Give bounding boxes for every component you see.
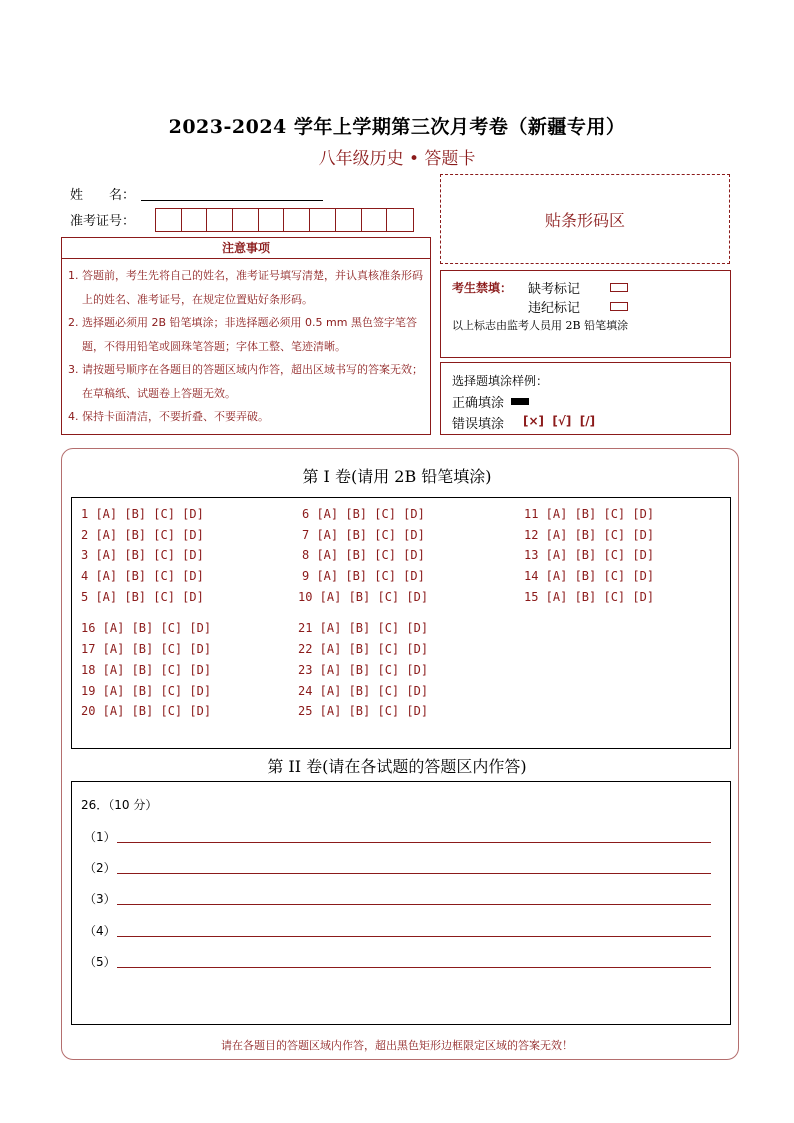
- page-subtitle: 八年级历史 • 答题卡: [318, 149, 476, 169]
- choice-question[interactable]: 23 [A] [B] [C] [D]: [298, 663, 429, 677]
- choice-question[interactable]: 1 [A] [B] [C] [D]: [81, 507, 204, 521]
- examiner-only-box: [440, 270, 731, 358]
- choice-question[interactable]: 19 [A] [B] [C] [D]: [81, 684, 212, 698]
- choice-question[interactable]: 13 [A] [B] [C] [D]: [524, 548, 655, 562]
- choice-question[interactable]: 12 [A] [B] [C] [D]: [524, 528, 655, 542]
- choice-question[interactable]: 8 [A] [B] [C] [D]: [302, 548, 425, 562]
- sample-title: 选择题填涂样例：: [452, 374, 549, 388]
- part-label: （4）: [84, 924, 116, 938]
- id-digit-box[interactable]: [362, 209, 388, 231]
- id-digit-box[interactable]: [259, 209, 285, 231]
- notice-item: 4. 保持卡面清洁，不要折叠、不要弄破。: [68, 410, 269, 423]
- choice-question[interactable]: 3 [A] [B] [C] [D]: [81, 548, 204, 562]
- id-number-boxes[interactable]: [155, 208, 414, 232]
- ban-note: 以上标志由监考人员用 2B 铅笔填涂: [452, 319, 629, 332]
- choice-question[interactable]: 24 [A] [B] [C] [D]: [298, 684, 429, 698]
- choice-question[interactable]: 7 [A] [B] [C] [D]: [302, 528, 425, 542]
- part-label: （5）: [84, 955, 116, 969]
- ban-label: 考生禁填：: [452, 281, 513, 295]
- notice-item: 3. 请按题号顺序在各题目的答题区域内作答，超出区域书写的答案无效；在草稿纸、试题卷上答题无效。: [68, 363, 423, 400]
- absent-mark-label: 缺考标记: [528, 282, 581, 297]
- id-digit-box[interactable]: [284, 209, 310, 231]
- notice-item: 1. 答题前，考生先将自己的姓名，准考证号填写清楚，并认真核准条形码上的姓名、准考证号，在规定位置贴好条形码。: [68, 269, 423, 306]
- notice-item: 2. 选择题必须用 2B 铅笔填涂；非选择题必须用 0.5 mm 黑色签字笔答题，不得用铅笔或圆珠笔答题；字体工整、笔迹清晰。: [68, 316, 417, 353]
- correct-fill-example: [511, 398, 529, 405]
- id-digit-box[interactable]: [233, 209, 259, 231]
- choice-question[interactable]: 9 [A] [B] [C] [D]: [302, 569, 425, 583]
- id-digit-box[interactable]: [207, 209, 233, 231]
- barcode-area: [440, 174, 730, 264]
- choice-question[interactable]: 16 [A] [B] [C] [D]: [81, 621, 212, 635]
- violation-mark-box[interactable]: [610, 302, 628, 311]
- violation-mark-label: 违纪标记: [528, 301, 581, 316]
- id-digit-box[interactable]: [310, 209, 336, 231]
- choice-question[interactable]: 6 [A] [B] [C] [D]: [302, 507, 425, 521]
- id-digit-box[interactable]: [387, 209, 413, 231]
- id-digit-box[interactable]: [182, 209, 208, 231]
- fill-sample-box: [440, 362, 731, 435]
- choice-question[interactable]: 5 [A] [B] [C] [D]: [81, 590, 204, 604]
- choice-question[interactable]: 22 [A] [B] [C] [D]: [298, 642, 429, 656]
- answer-line[interactable]: [117, 967, 711, 968]
- page-title: 2023-2024 学年上学期第三次月考卷（新疆专用）: [168, 116, 626, 138]
- id-digit-box[interactable]: [156, 209, 182, 231]
- id-digit-box[interactable]: [336, 209, 362, 231]
- answer-line[interactable]: [117, 904, 711, 905]
- question-26-label: 26．（10 分）: [81, 798, 158, 812]
- written-answer-area: [71, 781, 731, 1025]
- answer-line[interactable]: [117, 842, 711, 843]
- name-field[interactable]: [141, 200, 323, 201]
- absent-mark-box[interactable]: [610, 283, 628, 292]
- choice-question[interactable]: 11 [A] [B] [C] [D]: [524, 507, 655, 521]
- answer-line[interactable]: [117, 873, 711, 874]
- wrong-fill-examples: [×] [√] [/]: [523, 414, 596, 428]
- choice-question[interactable]: 2 [A] [B] [C] [D]: [81, 528, 204, 542]
- choice-question[interactable]: 25 [A] [B] [C] [D]: [298, 704, 429, 718]
- choice-question[interactable]: 17 [A] [B] [C] [D]: [81, 642, 212, 656]
- choice-question[interactable]: 10 [A] [B] [C] [D]: [298, 590, 429, 604]
- choice-question[interactable]: 4 [A] [B] [C] [D]: [81, 569, 204, 583]
- correct-fill-label: 正确填涂: [452, 396, 505, 411]
- section2-title: 第 II 卷(请在各试题的答题区内作答): [267, 757, 527, 776]
- name-label: 姓 名：: [70, 188, 136, 203]
- notice-heading: 注意事项: [61, 237, 431, 259]
- id-label: 准考证号：: [70, 214, 136, 229]
- wrong-fill-label: 错误填涂: [452, 417, 505, 432]
- answer-line[interactable]: [117, 936, 711, 937]
- part-label: （2）: [84, 861, 116, 875]
- barcode-label: 贴条形码区: [544, 210, 625, 230]
- section1-title: 第 I 卷(请用 2B 铅笔填涂): [302, 467, 492, 486]
- choice-question[interactable]: 21 [A] [B] [C] [D]: [298, 621, 429, 635]
- choice-question[interactable]: 15 [A] [B] [C] [D]: [524, 590, 655, 604]
- part-label: （1）: [84, 830, 116, 844]
- notice-list: [61, 259, 431, 435]
- choice-question[interactable]: 20 [A] [B] [C] [D]: [81, 704, 212, 718]
- choice-question[interactable]: 14 [A] [B] [C] [D]: [524, 569, 655, 583]
- part-label: （3）: [84, 892, 116, 906]
- footer-warning: 请在各题目的答题区域内作答，超出黑色矩形边框限定区域的答案无效！: [221, 1039, 573, 1052]
- choice-question[interactable]: 18 [A] [B] [C] [D]: [81, 663, 212, 677]
